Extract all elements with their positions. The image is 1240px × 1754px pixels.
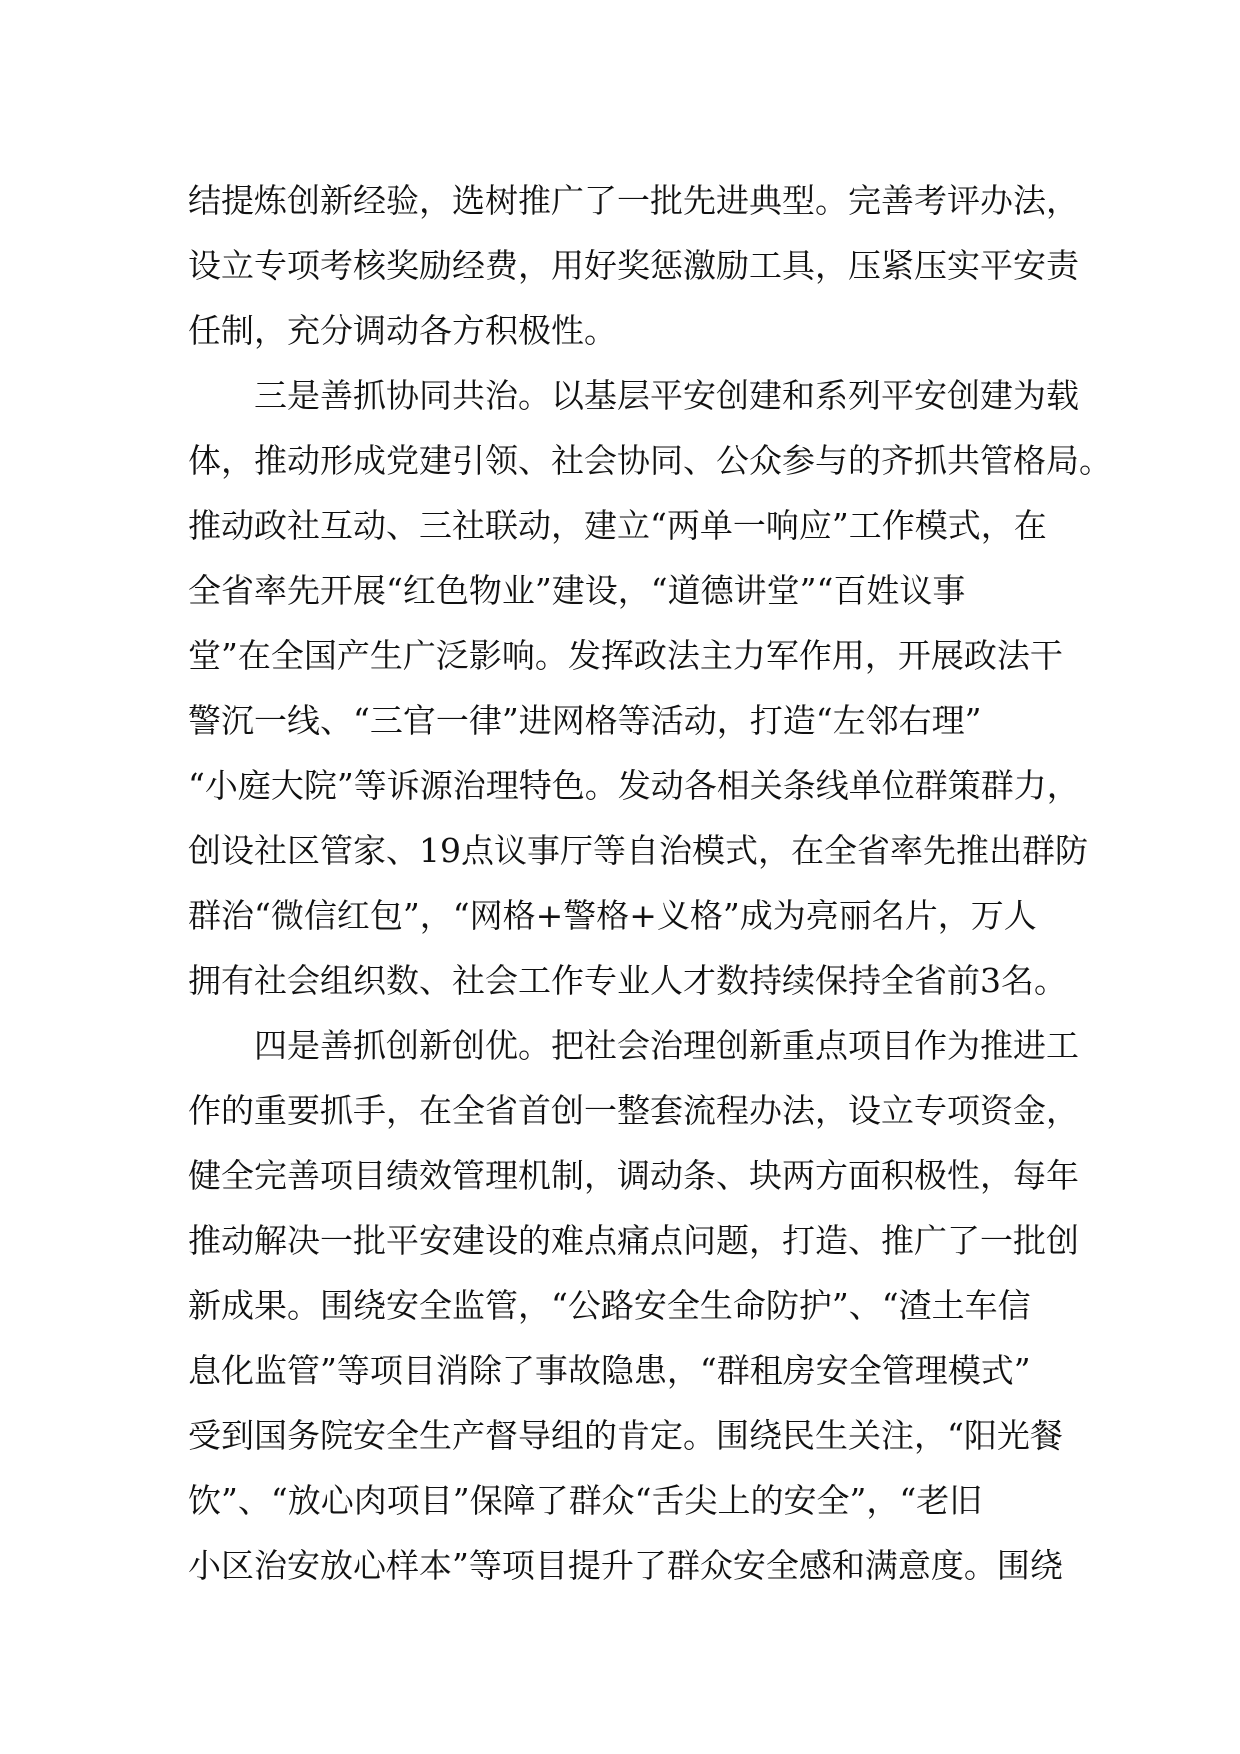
text-line: “小庭大院”等诉源治理特色。发动各相关条线单位群策群力，	[188, 766, 1080, 805]
text-line: 小区治安放心样本”等项目提升了群众安全感和满意度。围绕	[188, 1546, 1063, 1585]
text-line: 推动解决一批平安建设的难点痛点问题，打造、推广了一批创	[188, 1221, 1079, 1260]
paragraph-start-line: 四是善抓创新创优。把社会治理创新重点项目作为推进工	[254, 1026, 1079, 1065]
text-line: 作的重要抓手，在全省首创一整套流程办法，设立专项资金，	[188, 1091, 1079, 1130]
text-line: 全省率先开展“红色物业”建设，“道德讲堂”“百姓议事	[188, 571, 966, 610]
paragraph-start-line: 三是善抓协同共治。以基层平安创建和系列平安创建为载	[254, 376, 1079, 415]
text-line: 息化监管”等项目消除了事故隐患，“群租房安全管理模式”	[188, 1351, 1031, 1390]
text-line: 设立专项考核奖励经费，用好奖惩激励工具，压紧压实平安责	[188, 246, 1079, 285]
text-line: 推动政社互动、三社联动，建立“两单一响应”工作模式，在	[188, 506, 1047, 545]
text-line: 创设社区管家、19点议事厅等自治模式，在全省率先推出群防	[188, 831, 1088, 870]
text-line: 健全完善项目绩效管理机制，调动条、块两方面积极性，每年	[188, 1156, 1079, 1195]
text-line: 饮”、“放心肉项目”保障了群众“舌尖上的安全”，“老旧	[188, 1481, 983, 1520]
text-line: 堂”在全国产生广泛影响。发挥政法主力军作用，开展政法干	[188, 636, 1063, 675]
body-text	[188, 168, 1112, 1598]
text-line: 拥有社会组织数、社会工作专业人才数持续保持全省前3名。	[188, 961, 1067, 1000]
text-line: 结提炼创新经验，选树推广了一批先进典型。完善考评办法，	[188, 181, 1079, 220]
text-line: 新成果。围绕安全监管，“公路安全生命防护”、“渣土车信	[188, 1286, 1031, 1325]
text-line: 受到国务院安全生产督导组的肯定。围绕民生关注，“阳光餐	[188, 1416, 1063, 1455]
text-line: 体，推动形成党建引领、社会协同、公众参与的齐抓共管格局。	[188, 441, 1112, 480]
text-line: 任制，充分调动各方积极性。	[188, 311, 617, 350]
text-line: 警沉一线、“三官一律”进网格等活动，打造“左邻右理”	[188, 701, 982, 740]
text-line: 群治“微信红包”，“网格+警格+义格”成为亮丽名片，万人	[188, 896, 1037, 935]
